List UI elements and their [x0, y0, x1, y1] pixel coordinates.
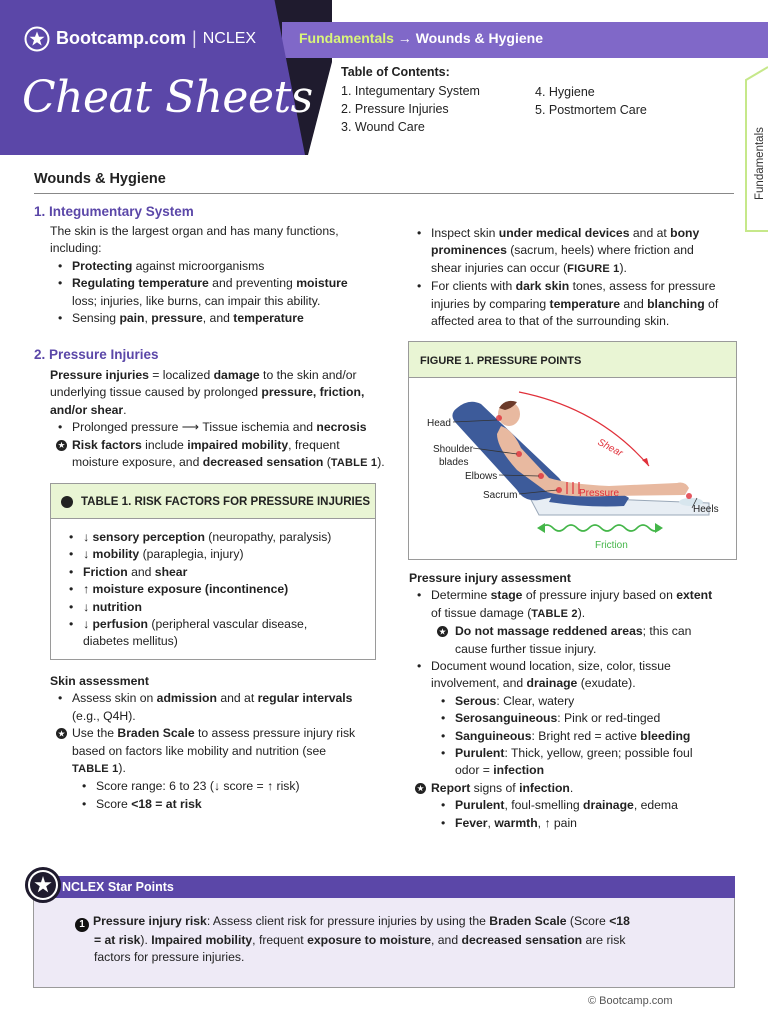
list-item: • Fever, warmth, ↑ pain [409, 815, 744, 832]
list-item: • Purulent: Thick, yellow, green; possible foul odor = infection [409, 745, 744, 780]
pressure-injuries-content [50, 367, 395, 472]
table-row: • Friction and shear [61, 564, 371, 581]
intro-line-1: The skin is the largest organ and has many functions, [50, 224, 339, 238]
list-item: • Inspect skin under medical devices and at bony prominences (sacrum, heels) where friction and shear injuries can occur (FIGURE 1). [409, 225, 739, 278]
label-heels: Heels [693, 504, 719, 515]
label-shoulder: Shoulder [433, 444, 474, 455]
toc-item-hygiene[interactable]: 4. Hygiene [535, 85, 595, 99]
brand-product: NCLEX [202, 30, 257, 48]
table1-title: TABLE 1. RISK FACTORS FOR PRESSURE INJURIES [81, 496, 371, 508]
massage-warning [409, 623, 744, 658]
star-points-title: NCLEX Star Points [62, 880, 174, 894]
table1-body [50, 519, 376, 660]
drainage-types-list [409, 693, 744, 780]
list-item: • Determine stage of pressure injury based on extent of tissue damage (TABLE 2). [409, 587, 744, 623]
list-item: • Sensing pain, pressure, and temperature [50, 310, 390, 327]
table-row: • ↓ perfusion (peripheral vascular disease, diabetes mellitus) [61, 616, 371, 651]
skin-assessment-list [50, 690, 395, 778]
brand-separator: | [192, 28, 197, 49]
pressure-label: Pressure [579, 488, 620, 499]
side-tab-label[interactable]: Fundamentals [754, 127, 766, 200]
copyright: © Bootcamp.com [588, 995, 673, 1007]
label-blades: blades [439, 457, 469, 468]
skin-assessment-heading: Skin assessment [50, 674, 149, 688]
definition: Pressure injuries = localized damage to the skin and/or underlying tissue caused by prolonged pressure, friction, and/or shear. [50, 368, 365, 417]
breadcrumb-arrow-icon: → [397, 30, 412, 46]
toc-item-integumentary[interactable]: 1. Integumentary System [341, 84, 480, 98]
label-head: Head [427, 418, 451, 429]
friction-wave [541, 525, 661, 531]
list-item: Do not massage reddened areas; this can cause further tissue injury. [409, 623, 744, 658]
list-item: Report signs of infection. [409, 780, 744, 797]
table-row: • ↓ nutrition [61, 599, 371, 616]
figure1-title: FIGURE 1. PRESSURE POINTS [420, 355, 582, 367]
section-heading-integumentary: 1. Integumentary System [34, 204, 194, 219]
integumentary-content [50, 223, 390, 327]
list-item: Risk factors include impaired mobility, frequent moisture exposure, and decreased sensation (TABLE 1). [50, 437, 395, 473]
pressure-facts-list [50, 419, 395, 472]
skin-assessment [50, 673, 395, 813]
shear-label: Shear [595, 436, 625, 460]
star-icon [61, 496, 73, 508]
label-elbows: Elbows [465, 471, 498, 482]
table1-header [50, 483, 376, 519]
inspection-list [409, 225, 739, 330]
list-item: • Prolonged pressure ⟶ Tissue ischemia and necrosis [50, 419, 395, 436]
star-bullet-icon [56, 728, 67, 739]
list-item: • Assess skin on admission and at regular intervals (e.g., Q4H). [50, 690, 395, 725]
list-item: • For clients with dark skin tones, assess for pressure injuries by comparing temperature and blanching of affected area to that of the surrounding skin. [409, 278, 739, 330]
skin-functions-list [50, 258, 390, 328]
list-item: • Serosanguineous: Pink or red-tinged [409, 710, 744, 727]
inspection-content [409, 225, 739, 330]
list-item: • Protecting against microorganisms [50, 258, 390, 275]
star-point-1: 1 Pressure injury risk: Assess client risk for pressure injuries by using the Braden Scale (Score <18 = at risk). Impaired mobility, frequent exposure to moisture, and decreased sensation are risk factors for pressure injuries. [75, 913, 695, 967]
table-row: • ↓ sensory perception (neuropathy, paralysis) [61, 529, 371, 546]
list-item: • Score <18 = at risk [50, 796, 395, 813]
list-item: • Document wound location, size, color, tissue involvement, and drainage (exudate). [409, 658, 744, 693]
label-sacrum: Sacrum [483, 490, 518, 501]
toc-item-wound-care[interactable]: 3. Wound Care [341, 120, 425, 134]
brand-logo[interactable] [24, 26, 256, 52]
risk-factors-list [61, 529, 371, 651]
list-item: • Score range: 6 to 23 (↓ score = ↑ risk) [50, 778, 395, 795]
star-bullet-icon [415, 783, 426, 794]
pressure-points-illustration [409, 378, 736, 559]
list-item: • Serous: Clear, watery [409, 693, 744, 710]
number-badge: 1 [75, 918, 89, 932]
assessment-heading: Pressure injury assessment [409, 571, 571, 585]
star-bullet-icon [437, 626, 448, 637]
section-heading-pressure-injuries: 2. Pressure Injuries [34, 347, 159, 362]
breadcrumb [299, 30, 543, 47]
list-item: Use the Braden Scale to assess pressure injury risk based on factors like mobility and nutrition (see TABLE 1). [50, 725, 395, 778]
list-item: • Purulent, foul-smelling drainage, edema [409, 797, 744, 814]
pressure-assessment [409, 570, 744, 832]
friction-arrowhead-icon [655, 523, 663, 533]
braden-score-list [50, 778, 395, 813]
intro-line-2: including: [50, 241, 102, 256]
documentation-list [409, 658, 744, 693]
page-title: Wounds & Hygiene [34, 171, 166, 187]
table-row: • ↑ moisture exposure (incontinence) [61, 581, 371, 598]
assessment-list [409, 587, 744, 623]
toc-item-postmortem[interactable]: 5. Postmortem Care [535, 103, 647, 117]
list-item: • Sanguineous: Bright red = active bleeding [409, 728, 744, 745]
toc-item-pressure-injuries[interactable]: 2. Pressure Injuries [341, 102, 449, 116]
title-divider [34, 193, 734, 194]
star-bullet-icon [56, 440, 67, 451]
cheat-sheets-title: Cheat Sheets [22, 72, 313, 123]
toc-title: Table of Contents: [341, 65, 450, 79]
infection-report-list [409, 780, 744, 797]
breadcrumb-category[interactable]: Fundamentals [299, 30, 394, 46]
bootcamp-star-icon [24, 26, 50, 52]
friction-label: Friction [595, 540, 628, 551]
list-item: • Regulating temperature and preventing moisture loss; injuries, like burns, can impair this ability. [50, 275, 390, 310]
shear-arrow [519, 392, 649, 466]
infection-signs-list [409, 797, 744, 832]
table-row: • ↓ mobility (paraplegia, injury) [61, 546, 371, 563]
breadcrumb-topic: Wounds & Hygiene [415, 30, 543, 46]
brand-name: Bootcamp.com [56, 28, 187, 49]
friction-arrowhead-left-icon [537, 523, 545, 533]
